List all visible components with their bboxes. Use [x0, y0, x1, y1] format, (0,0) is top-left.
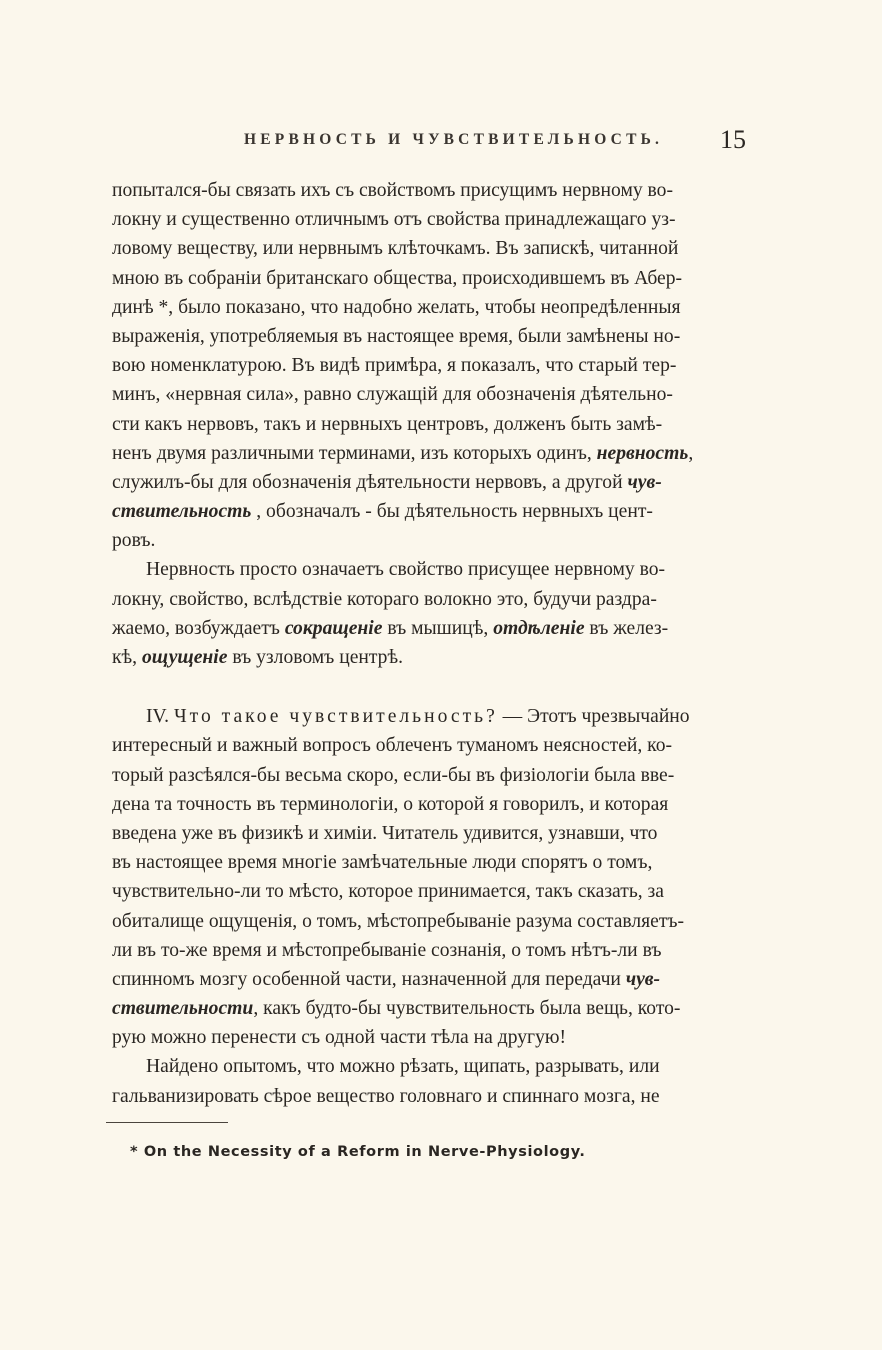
page-header [106, 125, 746, 155]
emphasis: чув- [627, 471, 662, 493]
text-line: интересный и важный вопросъ облеченъ туманомъ неясностей, ко- [112, 735, 673, 757]
text-line: ненъ двумя различными терминами, изъ которыхъ одинъ, нервность, [112, 442, 694, 464]
text-line: IV. Что такое чувствительность? — Этотъ чрезвычайно [146, 706, 690, 728]
text-line: мною въ собраніи британскаго общества, происходившемъ въ Абер- [112, 267, 683, 289]
text-line: введена уже въ физикѣ и химіи. Читатель удивится, узнавши, что [112, 822, 658, 844]
text-line: рую можно перенести съ одной части тѣла на другую! [112, 1027, 567, 1049]
emphasis: чув- [625, 968, 661, 990]
text-line: ровъ. [112, 530, 156, 552]
text-line: въ настоящее время многіе замѣчательные люди спорятъ о томъ, [112, 852, 653, 874]
text-line: обиталище ощущенія, о томъ, мѣстопребываніе разума составляетъ- [112, 910, 685, 932]
text-line: ли въ то-же время и мѣстопребываніе сознанія, о томъ нѣтъ-ли въ [112, 939, 662, 961]
text-line: жаемо, возбуждаетъ сокращеніе въ мышицѣ, отдѣленіе въ желез- [112, 617, 669, 639]
section-title: Что такое чувствительность? [173, 706, 498, 728]
footnote: * On the Necessity of a Reform in Nerve-Physiology. [130, 1144, 586, 1160]
text-line: чувствительно-ли то мѣсто, которое принимается, такъ сказать, за [112, 881, 664, 903]
text-line: Найдено опытомъ, что можно рѣзать, щипать, разрывать, или [146, 1056, 660, 1078]
text-line: вою номенклатурою. Въ видѣ примѣра, я показалъ, что старый тер- [112, 355, 677, 377]
text-line: минъ, «нервная сила», равно служащій для обозначенія дѣятельно- [112, 384, 673, 406]
text-line: ствительность , обозначалъ - бы дѣятельность нервныхъ цент- [112, 501, 653, 523]
text-line: локну и существенно отличнымъ отъ свойства принадлежащаго уз- [112, 209, 676, 231]
text-line: дена та точность въ терминологіи, о которой я говорилъ, и которая [112, 793, 669, 815]
emphasis: ствительности [112, 998, 254, 1020]
text-line: служилъ-бы для обозначенія дѣятельности нервовъ, а другой чув- [112, 471, 662, 493]
emphasis: ощущеніе [141, 647, 228, 668]
text-line: ловому веществу, или нервнымъ клѣточкамъ. Въ запискѣ, читанной [112, 238, 679, 260]
emphasis: отдѣленіе [493, 617, 585, 639]
text-line: попытался-бы связать ихъ съ свойствомъ присущимъ нервному во- [112, 180, 673, 201]
section-gap [112, 672, 744, 702]
running-head: НЕРВНОСТЬ И ЧУВСТВИТЕЛЬНОСТЬ. [244, 131, 664, 148]
text-line: локну, свойство, вслѣдствіе котораго волокно это, будучи раздра- [112, 588, 657, 610]
text-line: кѣ, ощущеніе въ узловомъ центрѣ. [112, 647, 404, 668]
page-number: 15 [720, 125, 746, 154]
text-line: ствительности, какъ будто-бы чувствительность была вещь, кото- [112, 998, 681, 1020]
text-line: динѣ *, было показано, что надобно желать, чтобы неопредѣленныя [112, 296, 681, 318]
body-text [112, 176, 744, 1111]
footnote-divider [106, 1122, 228, 1123]
text-line: выраженія, употребляемыя въ настоящее время, были замѣнены но- [112, 325, 681, 347]
emphasis: ствительность [112, 501, 252, 523]
text-line: сти какъ нервовъ, такъ и нервныхъ центровъ, долженъ быть замѣ- [112, 413, 663, 435]
text-line: гальванизировать сѣрое вещество головнаго и спиннаго мозга, не [112, 1085, 660, 1107]
text-line: торый разсѣялся-бы весьма скоро, если-бы въ физіологіи была вве- [112, 764, 675, 786]
text-line: Нервность просто означаетъ свойство присущее нервному во- [146, 559, 666, 581]
emphasis: сокращеніе [284, 617, 383, 639]
text-line: спинномъ мозгу особенной части, назначенной для передачи чув- [112, 968, 661, 990]
emphasis: нервность [596, 442, 689, 464]
